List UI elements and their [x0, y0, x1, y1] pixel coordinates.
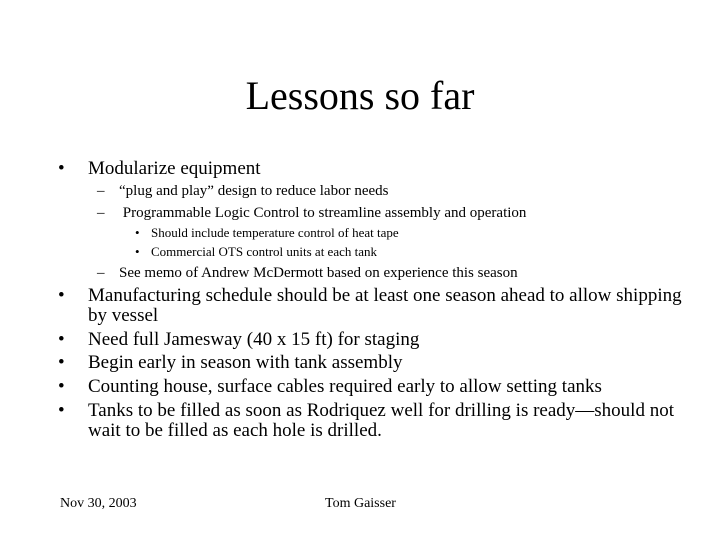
bullet-marker: •	[58, 352, 65, 373]
bullet-text: Counting house, surface cables required early to allow setting tanks	[88, 376, 602, 397]
bullet-marker: •	[135, 244, 140, 259]
bullet-text: Manufacturing schedule should be at least one season ahead to allow shipping by vessel	[88, 285, 682, 326]
bullet-marker: •	[58, 400, 65, 421]
bullet-text: Begin early in season with tank assembly	[88, 352, 403, 373]
slide-title: Lessons so far	[245, 73, 475, 118]
bullet-marker: •	[58, 376, 65, 397]
bullet-marker: •	[135, 225, 140, 240]
sub-bullet-text: Programmable Logic Control to streamline assembly and operation	[119, 205, 527, 221]
dash-marker: –	[97, 205, 105, 221]
footer-author: Tom Gaisser	[325, 496, 396, 511]
sub-bullet-text: See memo of Andrew McDermott based on experience this season	[119, 265, 518, 281]
dash-marker: –	[97, 183, 105, 199]
dash-marker: –	[97, 265, 105, 281]
bullet-marker: •	[58, 158, 65, 179]
bullet-text: Tanks to be filled as soon as Rodriquez well for drilling is ready—should not wait to be filled as each hole is drilled.	[88, 400, 674, 441]
footer-date: Nov 30, 2003	[60, 496, 137, 511]
sub-sub-bullet-text: Commercial OTS control units at each tank	[151, 244, 377, 259]
bullet-marker: •	[58, 285, 65, 306]
sub-sub-bullet-text: Should include temperature control of heat tape	[151, 225, 399, 240]
bullet-text: Modularize equipment	[88, 158, 261, 179]
bullet-text: Need full Jamesway (40 x 15 ft) for staging	[88, 329, 420, 350]
sub-bullet-text: “plug and play” design to reduce labor needs	[119, 183, 389, 199]
bullet-marker: •	[58, 329, 65, 350]
